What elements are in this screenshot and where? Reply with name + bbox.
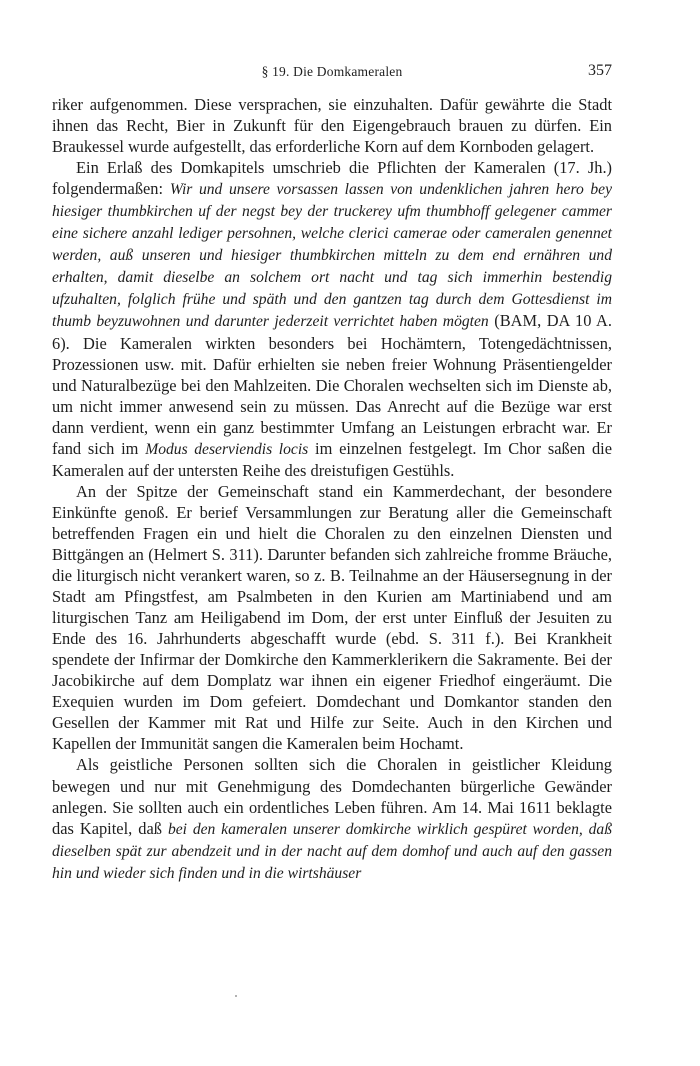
text-span: im einzelnen festgelegt. Im Chor saßen die Kameralen auf der untersten Reihe des dreistufigen Gestühls. <box>52 438 612 480</box>
text-span: An der Spitze der Gemeinschaft stand ein Kammerdechant, der besondere Einkünfte genoß. Er berief Versammlungen zur Beratung aller die Gemeinschaft betreffenden Fragen ein und hielt die Choralen zu den einzelnen Diensten und Bittgängen an (Helmert S. 311). Darunter befanden sich zahlreiche fromme Bräuche, die liturgisch nicht verankert waren, so z. B. Teilnahme an der Häusersegnung in der Stadt am Pfingstfest, am Psalmbeten in den Kurien am Martiniabend und am liturgischen Tanz am Heiligabend im Dom, der erst unter Einfluß der Jesuiten zu Ende des 16. Jahrhunderts abgeschafft wurde (ebd. S. 311 f.). Bei Krankheit spendete der Infirmar der Domkirche den Kammerklerikern die Sakramente. Bei der Jacobikirche auf dem Domplatz war ihnen ein eigener Friedhof eingeräumt. Die Exequien wurden im Dom gefeiert. Domdechant und Domkantor standen den Gesellen der Kammer mit Rat und Hilfe zur Seite. Auch in den Kirchen und Kapellen der Immunität sangen die Kameralen beim Hochamt. <box>52 481 612 754</box>
text-span: Ein Erlaß des Domkapitels umschrieb die Pflichten der Kameralen (17. Jh.) folgendermaßen: <box>52 158 612 199</box>
text-span: riker aufgenommen. Diese versprachen, sie einzuhalten. Dafür gewährte die Stadt ihnen das Recht, Bier in Zukunft für den Eigengebrauch brauen zu dürfen. Ein Braukessel wurde aufgestellt, das erforderliche Korn auf dem Kornboden gelagert. <box>52 95 612 157</box>
text-span: (BAM, DA 10 A. 6). Die Kameralen wirkten besonders bei Hochämtern, Totengedächtnissen, Prozessionen usw. mit. Dafür erhielten sie neben freier Wohnung Präsentiengelder und Naturalbezüge bei den Mahlzeiten. Die Choralen wechselten sich im Dienste ab, um nicht immer anwesend sein zu müssen. Das Anrecht auf die Bezüge war erst dann verdient, wenn ein ganz bestimmter Umfang an Leistungen erbracht war. Er fand sich im <box>52 311 612 458</box>
quotation-italic: bei den kameralen unserer domkirche wirklich gespüret worden, daß dieselben spät zur abendzeit und in der nacht auf dem domhof und auch auf den gassen hin und wieder sich finden und in die wirtshäuser <box>52 820 612 882</box>
paragraph <box>52 94 612 157</box>
text-span: Als geistliche Personen sollten sich die Choralen in geistlicher Kleidung bewegen und nur mit Genehmigung des Domdechanten bürgerliche Gewänder anlegen. Sie sollten auch ein ordentliches Leben führen. Am 14. Mai 1611 beklagte das Kapitel, daß <box>52 755 612 838</box>
paragraph <box>52 157 612 481</box>
paragraph <box>52 481 612 755</box>
page-number: 357 <box>588 62 612 79</box>
running-head <box>52 62 612 82</box>
quotation-italic: Modus deserviendis locis <box>145 440 309 458</box>
print-speck <box>235 995 237 997</box>
section-title: § 19. Die Domkameralen <box>261 64 403 79</box>
paragraph <box>52 754 612 883</box>
quotation-italic: Wir und unsere vorsassen lassen von undenklichen jahren hero bey hiesiger thumbkirchen uf der negst bey der truckerey ufm thumbhoff gelegener cammer eine sichere anzahl lediger persohnen, welche clerici camerae oder cameralen genennet werden, auß unseren und hiesiger thumbkirchen mitteln zu dem end ernähren und erhalten, damit dieselbe an solchem ort nacht und tag sich immerhin bestendig ufzuhalten, folglich frühe und späth und den gantzen tag durch dem Gottesdienst im thumb beyzuwohnen und darunter jederzeit verrichtet haben mögten <box>52 181 612 331</box>
body-text <box>52 94 612 884</box>
